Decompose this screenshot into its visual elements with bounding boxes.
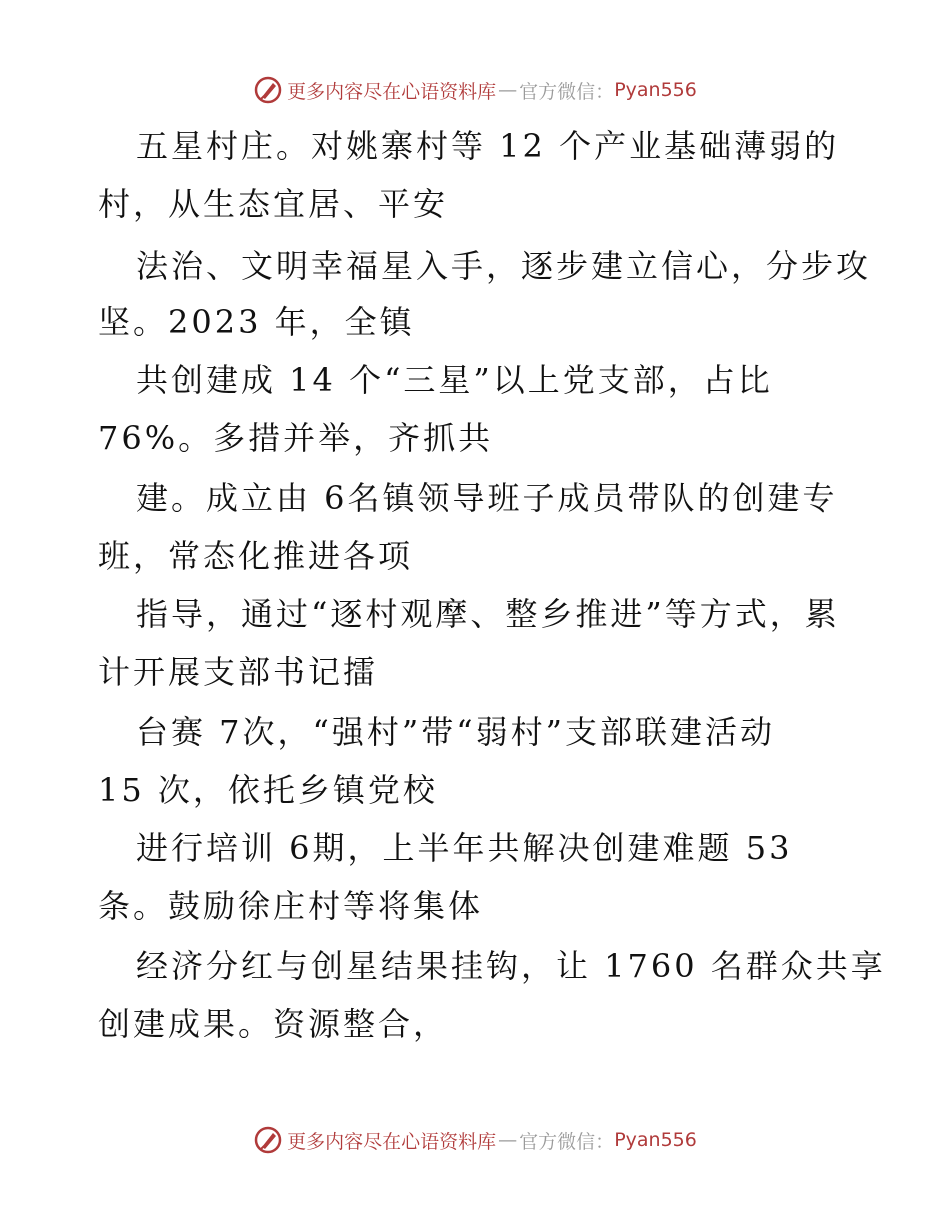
body-line: 计开展支部书记擂 [98,653,379,691]
watermark-dash: — [498,79,518,101]
watermark-dash: — [498,1129,518,1151]
body-line: 共创建成 14 个“三星”以上党支部，占比 [136,361,773,399]
body-line: 五星村庄。对姚寨村等 12 个产业基础薄弱的 [136,127,840,165]
footer-watermark [0,1120,950,1160]
body-line: 班，常态化推进各项 [98,537,414,575]
watermark-label: 官方微信： [519,1130,615,1153]
watermark-brand-text: 更多内容尽在心语资料库 [287,80,497,103]
body-line: 15 次，依托乡镇党校 [98,771,438,809]
body-line: 坚。2023 年，全镇 [98,303,415,341]
quill-pen-logo-icon [253,75,283,105]
body-line: 进行培训 6期，上半年共解决创建难题 53 [136,829,793,867]
body-line: 经济分红与创星结果挂钩，让 1760 名群众共享 [136,947,886,985]
body-line: 法治、文明幸福星入手，逐步建立信心，分步攻 [136,247,872,285]
header-watermark [0,70,950,110]
body-line: 创建成果。资源整合， [98,1005,449,1043]
body-line: 建。成立由 6名镇领导班子成员带队的创建专 [136,479,838,517]
body-line: 台赛 7次，“强村”带“弱村”支部联建活动 [136,713,775,751]
watermark-account: Pyan556 [614,1129,697,1151]
watermark-label: 官方微信： [519,80,615,103]
body-line: 村，从生态宜居、平安 [98,185,449,223]
body-line: 指导，通过“逐村观摩、整乡推进”等方式，累 [136,595,840,633]
body-line: 76%。多措并举，齐抓共 [98,419,494,457]
quill-pen-logo-icon [253,1125,283,1155]
watermark-account: Pyan556 [614,79,697,101]
body-line: 条。鼓励徐庄村等将集体 [98,887,484,925]
watermark-brand-text: 更多内容尽在心语资料库 [287,1130,497,1153]
